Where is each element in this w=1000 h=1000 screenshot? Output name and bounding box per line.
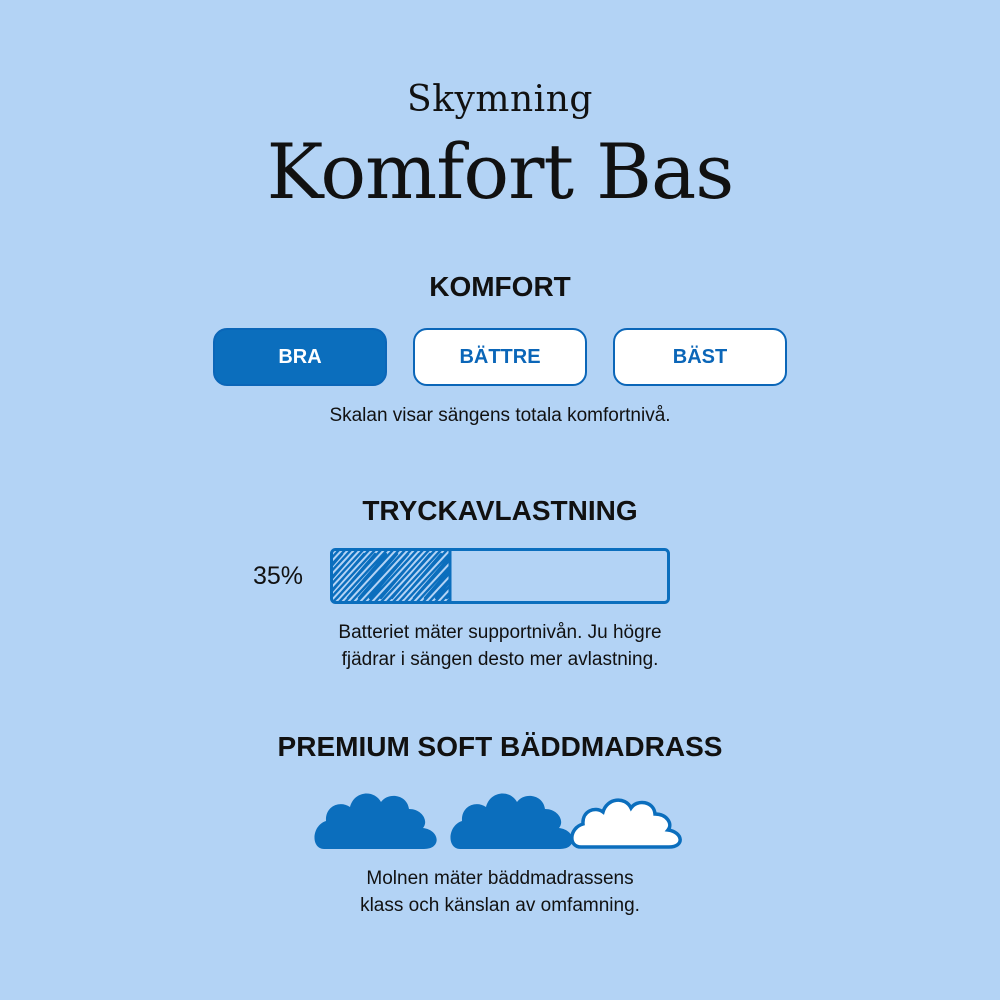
topper-description-line2: klass och känslan av omfamning. — [360, 895, 640, 916]
product-title: Komfort Bas — [266, 127, 734, 216]
topper-description-line1: Molnen mäter bäddmadrassens — [366, 868, 634, 889]
cloud-icon-empty — [572, 800, 680, 847]
cloud-icon-filled — [314, 793, 436, 849]
cloud-icon-filled — [450, 793, 572, 849]
topper-cloud-rating — [305, 780, 695, 852]
brand-name: Skymning — [407, 79, 593, 120]
comfort-option-bra[interactable]: BRA — [213, 328, 387, 386]
comfort-description: Skalan visar sängens totala komfortnivå. — [329, 405, 671, 426]
pressure-relief-description-line1: Batteriet mäter supportnivån. Ju högre — [338, 622, 662, 643]
topper-section-title: PREMIUM SOFT BÄDDMADRASS — [277, 731, 723, 762]
pressure-relief-description-line2: fjädrar i sängen desto mer avlastning. — [341, 649, 659, 670]
comfort-option-battre[interactable]: BÄTTRE — [413, 328, 587, 386]
comfort-section-title: KOMFORT — [429, 271, 571, 302]
pressure-relief-section-title: TRYCKAVLASTNING — [362, 495, 638, 526]
pressure-relief-percent: 35% — [252, 562, 304, 590]
comfort-option-bast[interactable]: BÄST — [613, 328, 787, 386]
comfort-level-selector — [213, 328, 787, 386]
pressure-relief-battery — [330, 548, 670, 604]
